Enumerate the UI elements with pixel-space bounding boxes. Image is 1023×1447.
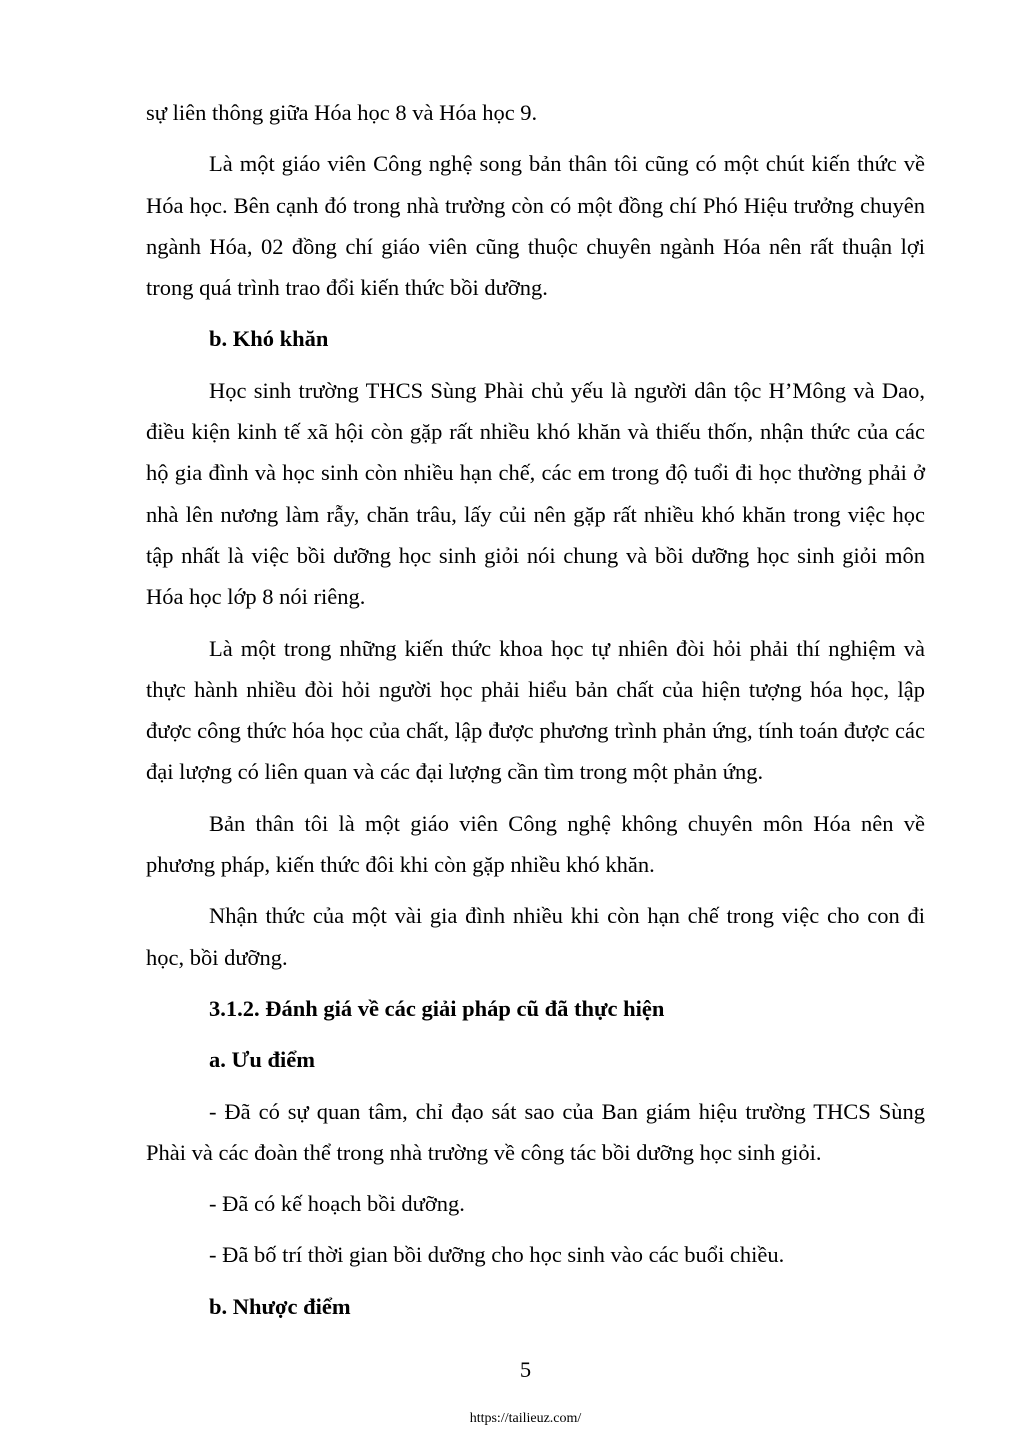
heading-section-3-1-2: 3.1.2. Đánh giá về các giải pháp cũ đã thực hiện [209, 995, 665, 1021]
paragraph-science-requirements: Là một trong những kiến thức khoa học tự nhiên đòi hỏi phải thí nghiệm và thực hành nhiều đòi hỏi người học phải hiểu bản chất của hiện tượng hóa học, lập được công thức hóa học của chất, lập được phương trình phản ứng, tính toán được các đại lượng có liên quan và các đại lượng cần tìm trong một phản ứng. [146, 635, 925, 785]
list-item-training-plan: - Đã có kế hoạch bồi dưỡng. [209, 1191, 465, 1217]
heading-difficulties: b. Khó khăn [209, 326, 329, 352]
footer-url: https://tailieuz.com/ [469, 1411, 582, 1426]
paragraph-family-awareness: Nhận thức của một vài gia đình nhiều khi còn hạn chế trong việc cho con đi học, bồi dưỡng. [146, 903, 925, 970]
paragraph-continuation: sự liên thông giữa Hóa học 8 và Hóa học 9. [146, 100, 538, 125]
heading-weaknesses: b. Nhược điểm [209, 1293, 351, 1319]
page-number: 5 [519, 1357, 532, 1382]
list-item-management-attention: - Đã có sự quan tâm, chỉ đạo sát sao của Ban giám hiệu trường THCS Sùng Phài và các đoàn thể trong nhà trường về công tác bồi dưỡng học sinh giỏi. [146, 1098, 925, 1165]
list-item-afternoon-sessions: - Đã bố trí thời gian bồi dưỡng cho học sinh vào các buổi chiều. [209, 1242, 785, 1268]
paragraph-advantages-detail: Là một giáo viên Công nghệ song bản thân tôi cũng có một chút kiến thức về Hóa học. Bên cạnh đó trong nhà trường còn có một đồng chí Phó Hiệu trưởng chuyên ngành Hóa, 02 đồng chí giáo viên cũng thuộc chuyên ngành Hóa nên rất thuận lợi trong quá trình trao đổi kiến thức bồi dưỡng. [146, 151, 925, 301]
document-body [146, 92, 925, 1337]
heading-strengths: a. Ưu điểm [209, 1047, 316, 1073]
paragraph-student-difficulties: Học sinh trường THCS Sùng Phài chủ yếu là người dân tộc H’Mông và Dao, điều kiện kinh tế xã hội còn gặp rất nhiều khó khăn và thiếu thốn, nhận thức của các hộ gia đình và học sinh còn nhiều hạn chế, các em trong độ tuổi đi học thường phải ở nhà lên nương làm rẫy, chăn trâu, lấy củi nên gặp rất nhiều khó khăn trong việc học tập nhất là việc bồi dưỡng học sinh giỏi nói chung và bồi dưỡng học sinh giỏi môn Hóa học lớp 8 nói riêng. [146, 377, 925, 610]
paragraph-teacher-background: Bản thân tôi là một giáo viên Công nghệ không chuyên môn Hóa nên về phương pháp, kiến thức đôi khi còn gặp nhiều khó khăn. [146, 810, 925, 878]
